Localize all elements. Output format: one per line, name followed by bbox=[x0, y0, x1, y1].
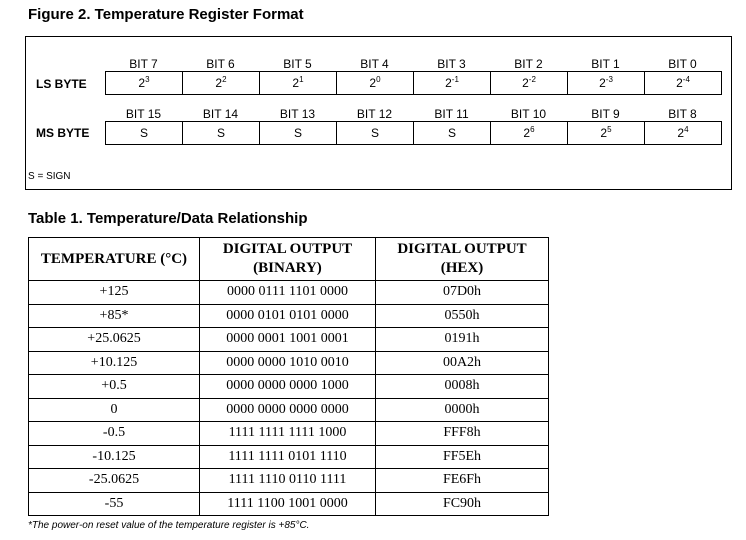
bit-label: BIT 9 bbox=[591, 107, 620, 121]
bit-weight-cell bbox=[645, 72, 722, 95]
binary-cell: 0000 0101 0101 0000 bbox=[200, 304, 376, 328]
bit-weight-exponent: 5 bbox=[607, 125, 612, 134]
bit-weight-cell bbox=[183, 122, 260, 145]
temperature-cell: -0.5 bbox=[29, 422, 200, 446]
temperature-cell: +25.0625 bbox=[29, 328, 200, 352]
bit-weight-exponent: 6 bbox=[530, 125, 535, 134]
header-hex: DIGITAL OUTPUT (HEX) bbox=[376, 238, 549, 281]
bit-weight-base: 2 bbox=[676, 76, 683, 90]
ls-byte-register bbox=[105, 71, 722, 95]
binary-cell: 1111 1100 1001 0000 bbox=[200, 492, 376, 516]
temperature-cell: +10.125 bbox=[29, 351, 200, 375]
hex-cell: 0008h bbox=[376, 375, 549, 399]
bit-weight-cell bbox=[491, 72, 568, 95]
bit-weight-cell bbox=[260, 122, 337, 145]
bit-weight-cell bbox=[568, 72, 645, 95]
binary-cell: 1111 1111 1111 1000 bbox=[200, 422, 376, 446]
bit-weight-cell bbox=[414, 122, 491, 145]
bit-weight-cell bbox=[106, 72, 183, 95]
bit-weight-cell bbox=[414, 72, 491, 95]
bit-weight-base: 2 bbox=[523, 126, 531, 140]
hex-cell: 0191h bbox=[376, 328, 549, 352]
bit-weight-base: 2 bbox=[677, 126, 685, 140]
bit-weight-base: S bbox=[447, 126, 456, 140]
bit-label: BIT 7 bbox=[129, 57, 158, 71]
bit-label: BIT 10 bbox=[510, 107, 547, 121]
bit-label: BIT 2 bbox=[514, 57, 543, 71]
hex-cell: FE6Fh bbox=[376, 469, 549, 493]
table-row bbox=[29, 469, 549, 493]
hex-cell: 07D0h bbox=[376, 281, 549, 305]
figure-title: Figure 2. Temperature Register Format bbox=[28, 6, 304, 23]
bit-weight-cell bbox=[337, 122, 414, 145]
bit-weight-exponent: 0 bbox=[376, 75, 381, 84]
temperature-cell: -25.0625 bbox=[29, 469, 200, 493]
bit-weight-base: 2 bbox=[292, 76, 300, 90]
bit-label: BIT 3 bbox=[437, 57, 466, 71]
binary-cell: 0000 0000 1010 0010 bbox=[200, 351, 376, 375]
bit-weight-cell bbox=[183, 72, 260, 95]
bit-label: BIT 15 bbox=[125, 107, 162, 121]
bit-weight-base: 2 bbox=[445, 76, 452, 90]
bit-label: BIT 14 bbox=[202, 107, 239, 121]
footnote: *The power-on reset value of the temperature register is +85°C. bbox=[28, 520, 310, 531]
header-temperature: TEMPERATURE (°C) bbox=[29, 238, 200, 281]
bit-weight-base: S bbox=[370, 126, 379, 140]
bit-label: BIT 11 bbox=[434, 107, 469, 121]
table-row bbox=[29, 398, 549, 422]
hex-cell: 00A2h bbox=[376, 351, 549, 375]
hex-cell: 0000h bbox=[376, 398, 549, 422]
bit-weight-exponent: 1 bbox=[299, 75, 304, 84]
bit-weight-exponent: -1 bbox=[451, 75, 459, 84]
table-row bbox=[29, 281, 549, 305]
bit-weight-cell bbox=[337, 72, 414, 95]
bit-weight-cell bbox=[568, 122, 645, 145]
ms-byte-register bbox=[105, 121, 722, 145]
binary-cell: 0000 0000 0000 1000 bbox=[200, 375, 376, 399]
bit-label: BIT 4 bbox=[360, 57, 389, 71]
hex-cell: FF5Eh bbox=[376, 445, 549, 469]
temperature-cell: +0.5 bbox=[29, 375, 200, 399]
bit-label: BIT 13 bbox=[279, 107, 316, 121]
binary-cell: 1111 1110 0110 1111 bbox=[200, 469, 376, 493]
bit-weight-base: 2 bbox=[369, 76, 377, 90]
bit-label: BIT 1 bbox=[591, 57, 620, 71]
binary-cell: 0000 0001 1001 0001 bbox=[200, 328, 376, 352]
hex-cell: FC90h bbox=[376, 492, 549, 516]
table-title: Table 1. Temperature/Data Relationship bbox=[28, 210, 308, 227]
table-row bbox=[29, 422, 549, 446]
table-row bbox=[29, 492, 549, 516]
bit-weight-exponent: 2 bbox=[222, 75, 227, 84]
bit-label: BIT 0 bbox=[668, 57, 697, 71]
table-row bbox=[29, 304, 549, 328]
temperature-cell: -55 bbox=[29, 492, 200, 516]
bit-weight-base: 2 bbox=[138, 76, 146, 90]
temperature-cell: +125 bbox=[29, 281, 200, 305]
table-row bbox=[29, 328, 549, 352]
bit-weight-base: S bbox=[216, 126, 225, 140]
binary-cell: 0000 0000 0000 0000 bbox=[200, 398, 376, 422]
bit-label: BIT 12 bbox=[356, 107, 393, 121]
bit-weight-exponent: -4 bbox=[682, 75, 690, 84]
bit-weight-base: 2 bbox=[600, 126, 608, 140]
header-binary: DIGITAL OUTPUT (BINARY) bbox=[200, 238, 376, 281]
table-row bbox=[29, 375, 549, 399]
hex-cell: 0550h bbox=[376, 304, 549, 328]
bit-weight-base: 2 bbox=[522, 76, 529, 90]
bit-label: BIT 8 bbox=[668, 107, 697, 121]
bit-weight-exponent: -3 bbox=[605, 75, 613, 84]
bit-weight-exponent: 4 bbox=[684, 125, 689, 134]
bit-weight-cell bbox=[645, 122, 722, 145]
ls-byte-label: LS BYTE bbox=[36, 77, 87, 91]
temperature-cell: -10.125 bbox=[29, 445, 200, 469]
table-header-row bbox=[29, 238, 549, 281]
bit-weight-cell bbox=[491, 122, 568, 145]
bit-weight-base: S bbox=[293, 126, 302, 140]
bit-weight-base: 2 bbox=[599, 76, 606, 90]
temperature-cell: 0 bbox=[29, 398, 200, 422]
bit-weight-cell bbox=[260, 72, 337, 95]
bit-weight-exponent: -2 bbox=[528, 75, 536, 84]
hex-cell: FFF8h bbox=[376, 422, 549, 446]
sign-note: S = SIGN bbox=[28, 171, 71, 182]
temperature-data-table bbox=[28, 237, 549, 516]
bit-label: BIT 6 bbox=[206, 57, 235, 71]
ms-byte-label: MS BYTE bbox=[36, 126, 90, 140]
bit-weight-cell bbox=[106, 122, 183, 145]
bit-label: BIT 5 bbox=[283, 57, 312, 71]
temperature-cell: +85* bbox=[29, 304, 200, 328]
binary-cell: 0000 0111 1101 0000 bbox=[200, 281, 376, 305]
bit-weight-base: 2 bbox=[215, 76, 223, 90]
table-row bbox=[29, 351, 549, 375]
binary-cell: 1111 1111 0101 1110 bbox=[200, 445, 376, 469]
bit-weight-base: S bbox=[139, 126, 148, 140]
table-row bbox=[29, 445, 549, 469]
bit-weight-exponent: 3 bbox=[145, 75, 150, 84]
